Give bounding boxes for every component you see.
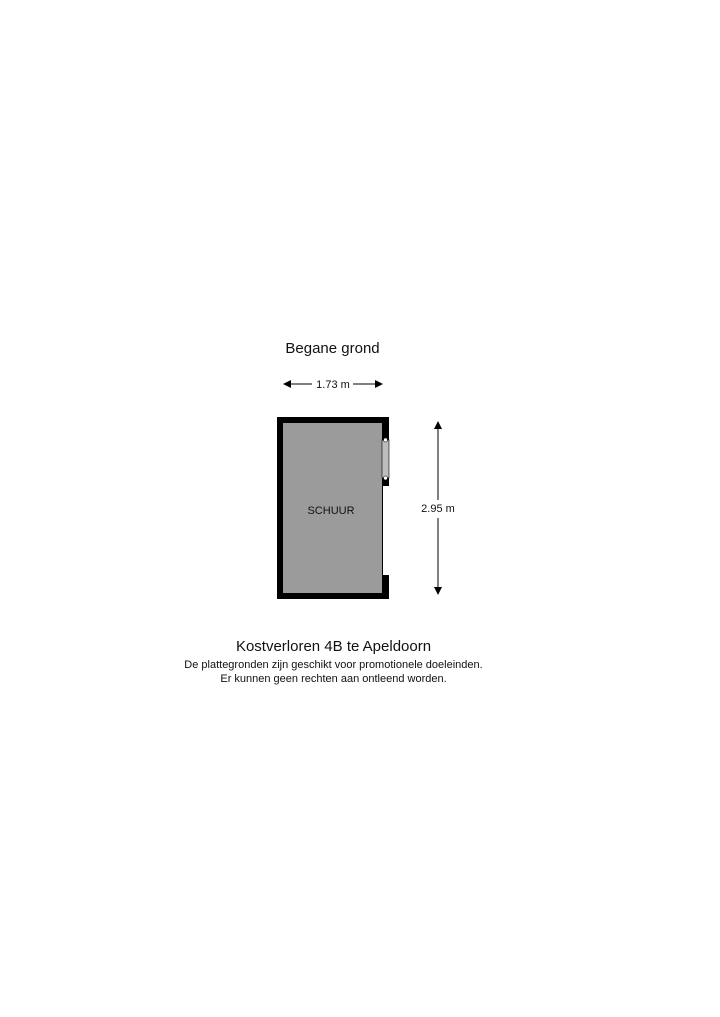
width-dimension [284,379,382,391]
floor-title: Begane grond [285,340,380,357]
door-opening [382,486,389,575]
window [382,440,389,478]
disclaimer-line-1: De plattegronden zijn geschikt voor promotionele doeleinden. [184,658,483,671]
window-hinge-top [384,438,388,442]
room-schuur [277,417,389,599]
height-dimension-label: 2.95 m [421,503,455,515]
height-dimension [418,422,458,594]
footer [0,638,667,686]
width-dimension-label: 1.73 m [316,379,350,391]
disclaimer-line-2: Er kunnen geen rechten aan ontleend worden. [220,672,447,685]
room-label: SCHUUR [307,505,355,517]
window-hinge-bottom [384,476,388,480]
property-address: Kostverloren 4B te Apeldoorn [235,638,432,655]
